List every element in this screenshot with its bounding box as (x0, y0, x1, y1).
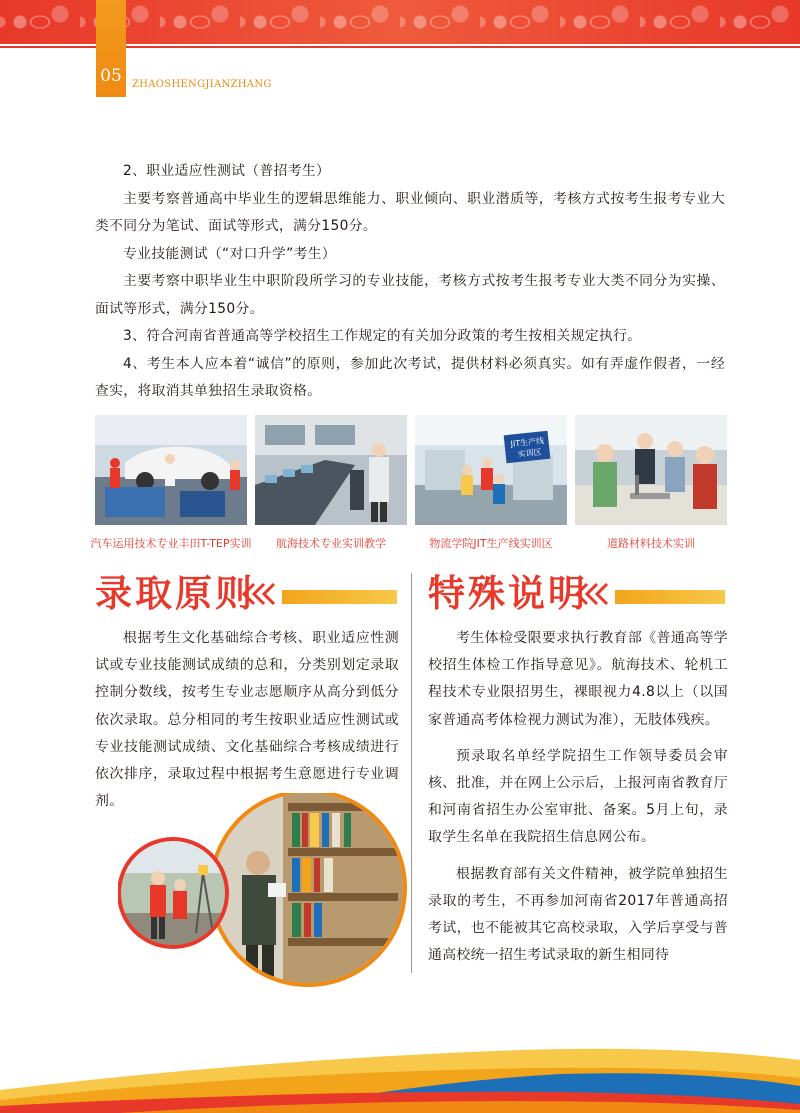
special-notes-text (428, 625, 728, 969)
photo-navigation-training (255, 415, 407, 525)
heading-accent-bar (615, 590, 725, 604)
admission-principle-text (95, 625, 399, 815)
admission-paragraph: 根据考生文化基础综合考核、职业适应性测试或专业技能测试成绩的总和，分类别划定录取控制分数线，按考生专业志愿顺序从高分到低分依次录取。总分相同的考生按职业适应性测试或专业技能测试成绩、文化基础综合考核成绩进行依次排序，录取过程中根据考生意愿进行专业调剂。 (95, 630, 399, 810)
heading-accent-bar (282, 590, 397, 604)
special-paragraph: 预录取名单经学院招生工作领导委员会审核、批准，并在网上公示后，上报河南省教育厅和河南省招生办公室审批、备案。5月上旬，录取学生名单在我院招生信息网公布。 (428, 747, 728, 846)
admission-principle-heading: 录取原则 (95, 572, 255, 615)
photo-auto-training (95, 415, 247, 525)
footer-wave-decoration (0, 1030, 800, 1113)
special-paragraph: 考生体检受限要求执行教育部《普通高等学校招生体检工作指导意见》。航海技术、轮机工程技术专业限招男生，裸眼视力4.8以上（以国家普通高考体检视力测试为准），无肢体残疾。 (428, 630, 728, 728)
photo-caption: 道路材料技术实训 (607, 537, 695, 550)
jit-sign-subtext: 实训区 (517, 447, 543, 459)
photo-collage (118, 793, 408, 988)
heading-chevron-icon (573, 582, 611, 606)
photo-road-materials-training (575, 415, 727, 525)
photo-caption: 物流学院JIT生产线实训区 (429, 537, 553, 550)
photo-jit-production-line (415, 415, 567, 525)
intro-text (95, 158, 725, 406)
intro-paragraph: 专业技能测试（“对口升学”考生） (123, 245, 337, 262)
intro-paragraph: 主要考察中职毕业生中职阶段所学习的专业技能，考核方式按考生报考专业大类不同分为实操、面试等形式，满分150分。 (95, 273, 725, 317)
page-number: 05 (100, 66, 122, 86)
running-head: ZHAOSHENGJIANZHANG (132, 79, 272, 90)
intro-paragraph: 主要考察普通高中毕业生的逻辑思维能力、职业倾向、职业潜质等，考核方式按考生报考专业大类不同分为笔试、面试等形式，满分150分。 (95, 190, 725, 234)
intro-paragraph: 3、符合河南省普通高等学校招生工作规定的有关加分政策的考生按相关规定执行。 (123, 328, 642, 344)
intro-paragraph: 4、考生本人应本着“诚信”的原则，参加此次考试，提供材料必须真实。如有弄虚作假者，一经查实，将取消其单独招生录取资格。 (95, 355, 725, 399)
column-divider (411, 573, 412, 973)
special-paragraph: 根据教育部有关文件精神，被学院单独招生录取的考生，不再参加河南省2017年普通高招考试，也不能被其它高校录取，入学后享受与普通高校统一招生考试录取的新生相同待 (428, 865, 728, 964)
photo-caption: 航海技术专业实训教学 (276, 537, 386, 550)
special-notes-heading: 特殊说明 (428, 572, 588, 615)
heading-chevron-icon (240, 582, 278, 606)
intro-paragraph: 2、职业适应性测试（普招考生） (123, 163, 331, 179)
photo-caption: 汽车运用技术专业丰田T-TEP实训 (90, 537, 252, 550)
jit-sign-text: JIT生产线 (510, 436, 545, 449)
